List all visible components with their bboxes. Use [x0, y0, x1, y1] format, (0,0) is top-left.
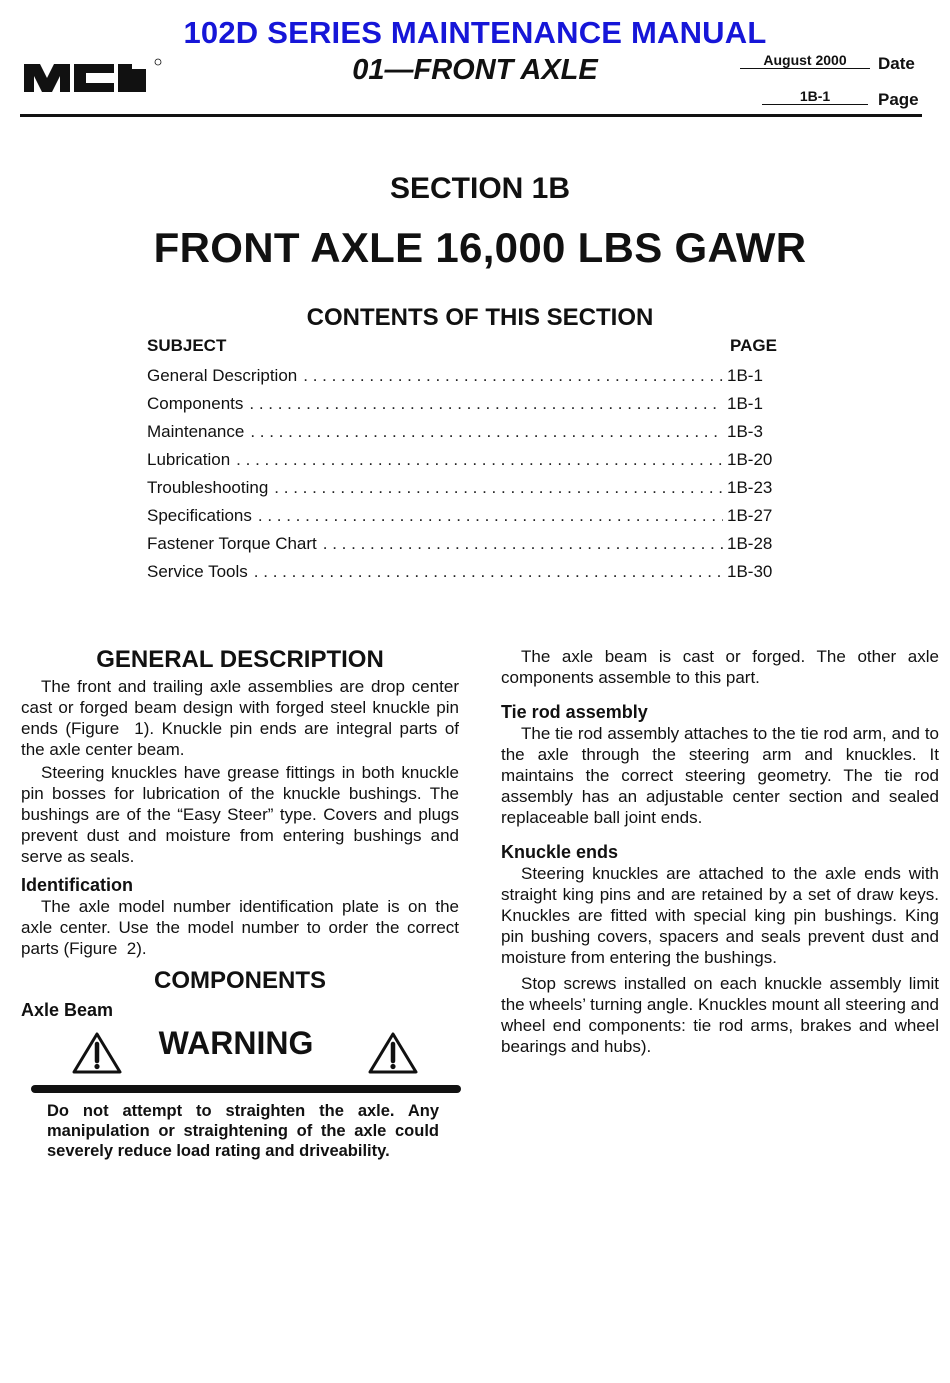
page-label: Page: [878, 90, 919, 109]
toc-subject: Troubleshooting: [147, 478, 269, 497]
table-of-contents: [147, 366, 777, 590]
toc-row[interactable]: [147, 450, 777, 478]
warning-label: WARNING: [158, 1025, 314, 1061]
axle-beam-heading: Axle Beam: [21, 1000, 114, 1020]
toc-page: 1B-1: [727, 394, 763, 413]
left-column: [21, 646, 459, 1161]
toc-row[interactable]: [147, 422, 777, 450]
page-field: [740, 88, 930, 112]
page-value: 1B-1: [762, 88, 868, 105]
toc-leader: [258, 506, 723, 526]
toc-row[interactable]: [147, 506, 777, 534]
toc-page: 1B-1: [727, 366, 763, 385]
toc-page: 1B-20: [727, 450, 773, 469]
date-label: Date: [878, 54, 915, 73]
toc-subject: Components: [147, 394, 244, 413]
warning-triangle-icon: [367, 1031, 419, 1075]
toc-row[interactable]: [147, 394, 777, 422]
toc-leader: [236, 450, 723, 470]
toc-row[interactable]: [147, 562, 777, 590]
toc-page: 1B-27: [727, 506, 773, 525]
general-description-paragraph: Steering knuckles have grease fittings in both knuckle pin bosses for lubrication of the knuckle bushings. The bushings are of the “Easy Steer” type. Covers and plugs prevent dust and moisture from entering bushings and serve as seals.: [21, 763, 459, 866]
warning-banner: [21, 1025, 459, 1075]
knuckle-ends-paragraph: Steering knuckles are attached to the axle ends with straight king pins and are retained by a set of draw keys. Knuckles are fitted with special king pin bushings. King pin bushing covers, spacers and seals prevent dust and moisture from entering the bushings.: [501, 864, 939, 967]
section-number: SECTION 1B: [389, 172, 571, 205]
toc-page: 1B-30: [727, 562, 773, 581]
toc-subject-header: SUBJECT: [147, 336, 227, 355]
components-heading: COMPONENTS: [153, 967, 326, 994]
toc-leader: [303, 366, 723, 386]
date-field: [740, 52, 930, 76]
toc-row[interactable]: [147, 478, 777, 506]
date-value: August 2000: [740, 52, 870, 69]
knuckle-ends-paragraph: Stop screws installed on each knuckle assembly limit the wheels’ turning angle. Knuckles mount all steering and wheel end components: tie rod arms, brakes and wheel bearings and hubs).: [501, 974, 939, 1056]
toc-subject: Fastener Torque Chart: [147, 534, 317, 553]
general-description-paragraph: The front and trailing axle assemblies are drop center cast or forged beam design with forged steel knuckle pin ends (Figure 1). Knuckle pin ends are integral parts of the axle center beam.: [21, 677, 459, 759]
general-description-heading: GENERAL DESCRIPTION: [96, 646, 384, 673]
warning-text: Do not attempt to straighten the axle. Any manipulation or straightening of the axle could severely reduce load rating and driveability.: [47, 1102, 439, 1160]
main-title: FRONT AXLE 16,000 LBS GAWR: [153, 224, 807, 271]
manual-title: 102D SERIES MAINTENANCE MANUAL: [183, 15, 767, 50]
tie-rod-paragraph: The tie rod assembly attaches to the tie rod arm, and to the axle through the steering arm and knuckles. It maintains the correct steering geometry. The tie rod assembly has an adjustable center section and sealed replaceable ball joint ends.: [501, 724, 939, 827]
toc-subject: General Description: [147, 366, 298, 385]
toc-subject: Lubrication: [147, 450, 231, 469]
toc-leader: [323, 534, 723, 554]
toc-subject: Maintenance: [147, 422, 245, 441]
tie-rod-heading: Tie rod assembly: [501, 702, 648, 722]
toc-subject: Service Tools: [147, 562, 248, 581]
warning-divider: [31, 1085, 461, 1093]
toc-row[interactable]: [147, 366, 777, 394]
toc-leader: [254, 562, 723, 582]
toc-page: 1B-3: [727, 422, 763, 441]
identification-paragraph: The axle model number identification plate is on the axle center. Use the model number to order the correct parts (Figure 2).: [21, 897, 459, 958]
toc-page: 1B-23: [727, 478, 773, 497]
axle-beam-paragraph: The axle beam is cast or forged. The other axle components assemble to this part.: [501, 647, 939, 687]
toc-page: 1B-28: [727, 534, 773, 553]
header-rule: [20, 114, 922, 117]
contents-heading: CONTENTS OF THIS SECTION: [306, 304, 654, 331]
right-column: [501, 646, 939, 1057]
section-subtitle: 01—FRONT AXLE: [352, 54, 598, 86]
toc-leader: [250, 422, 723, 442]
toc-page-header: PAGE: [730, 336, 777, 355]
toc-leader: [249, 394, 723, 414]
toc-leader: [274, 478, 723, 498]
identification-heading: Identification: [21, 875, 133, 895]
toc-row[interactable]: [147, 534, 777, 562]
toc-subject: Specifications: [147, 506, 252, 525]
knuckle-ends-heading: Knuckle ends: [501, 842, 619, 862]
